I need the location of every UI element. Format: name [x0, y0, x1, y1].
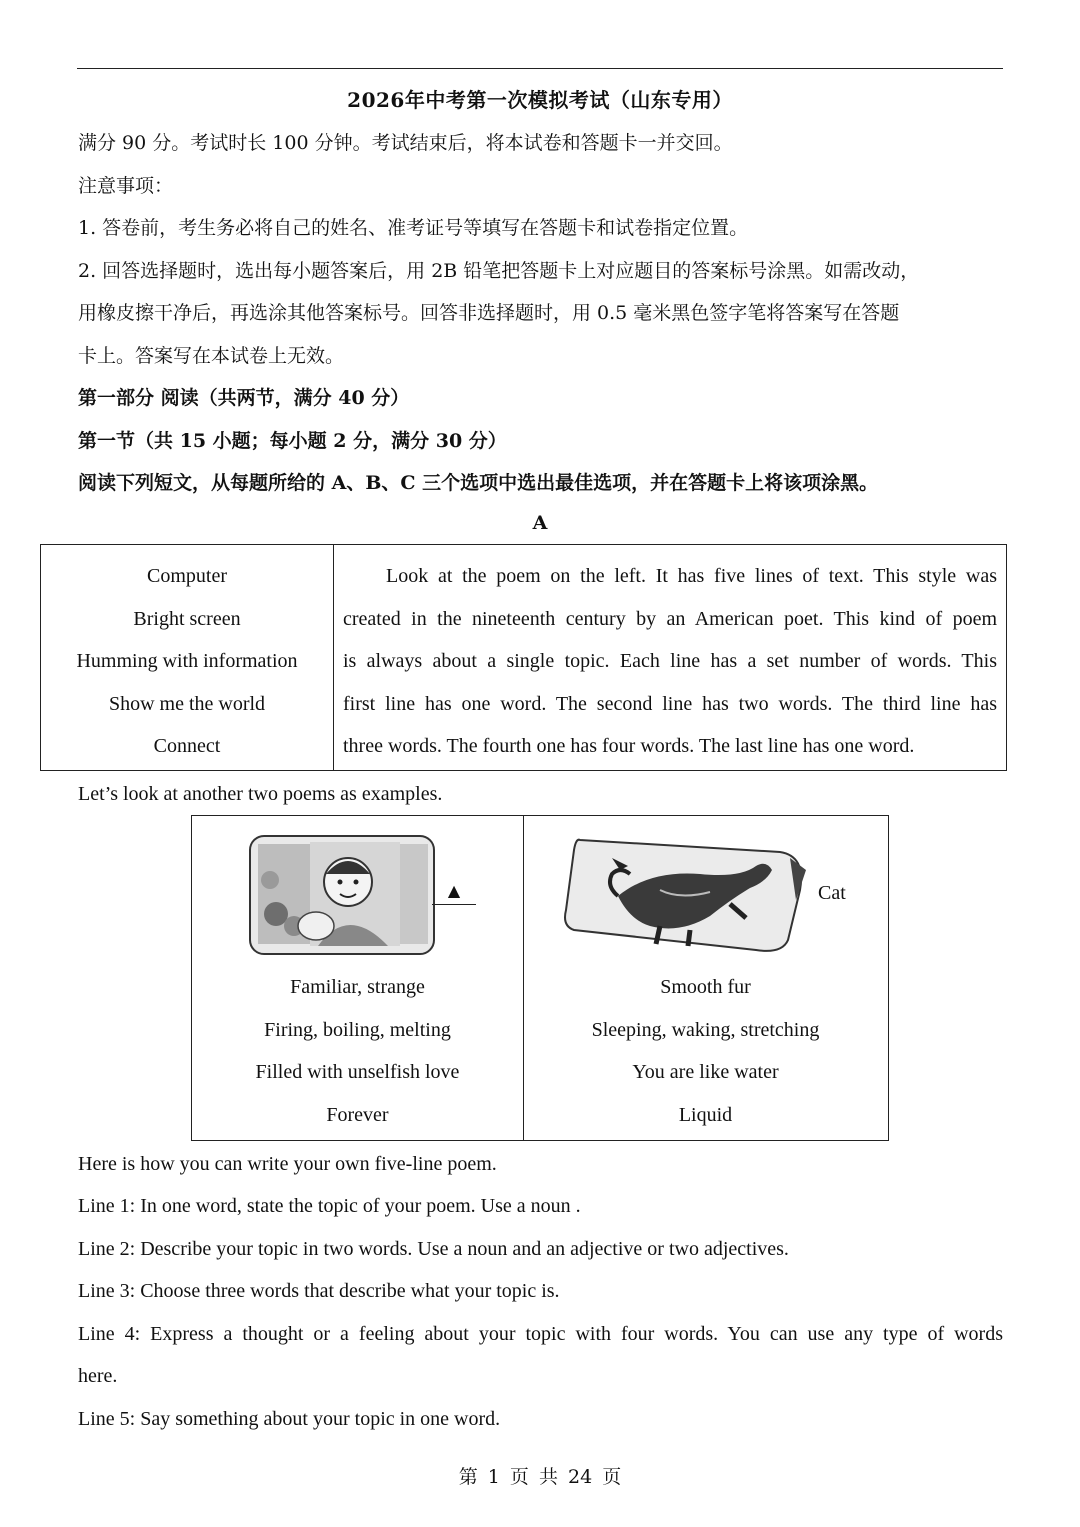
poem-table-a [40, 544, 1007, 771]
example-poem [41, 555, 333, 768]
title-blank: ▲ [432, 876, 476, 905]
description-line: is always about a single topic. Each line has a set number of words. This [343, 650, 997, 672]
top-rule [77, 68, 1003, 69]
poem-description [343, 555, 997, 768]
notice-item-2-line-1: 2. 回答选择题时，选出每小题答案后，用 2B 铅笔把答题卡上对应题目的答案标号涂黑。如需改动， [78, 260, 920, 282]
passage-letter: A [532, 512, 548, 534]
table-divider [333, 545, 334, 770]
guide-line-1: Line 1: In one word, state the topic of your poem. Use a noun . [78, 1195, 581, 1217]
poem-line: Computer [147, 565, 227, 587]
poem-line: Liquid [678, 1103, 733, 1126]
guide-line-4: Line 4: Express a thought or a feeling about your topic with four words. You can use any type of words [78, 1323, 1003, 1345]
part-heading: 第一部分 阅读（共两节，满分 40 分） [78, 387, 410, 409]
left-poem [192, 966, 523, 1136]
guide-line-2: Line 2: Describe your topic in two words. Use a noun and an adjective or two adjectives. [78, 1238, 789, 1260]
poem-line: Connect [153, 735, 221, 757]
guide-line-5: Line 5: Say something about your topic in one word. [78, 1408, 501, 1430]
section-heading: 第一节（共 15 小题；每小题 2 分，满分 30 分） [78, 430, 507, 452]
poem-line: Firing, boiling, melting [264, 1018, 451, 1041]
description-line: three words. The fourth one has four words. The last line has one word. [343, 735, 915, 757]
guide-line-3: Line 3: Choose three words that describe what your topic is. [78, 1280, 560, 1302]
notice-item-2-line-3: 卡上。答案写在本试卷上无效。 [78, 345, 345, 367]
poem-line: You are like water [632, 1061, 779, 1083]
right-poem [523, 966, 888, 1136]
poem-line: Sleeping, waking, stretching [591, 1018, 820, 1041]
description-line: Look at the poem on the left. It has five lines of text. This style was [386, 565, 997, 587]
poem-line: Filled with unselfish love [255, 1061, 460, 1083]
child-photo-image [248, 834, 436, 956]
description-line: created in the nineteenth century by an American poet. This kind of poem [343, 607, 997, 630]
cat-title: Cat [818, 882, 846, 904]
notice-heading: 注意事项： [78, 175, 174, 197]
notice-item-1: 1. 答卷前，考生务必将自己的姓名、准考证号等填写在答题卡和试卷指定位置。 [78, 217, 749, 239]
poem-line: Forever [326, 1103, 389, 1126]
examples-intro: Let’s look at another two poems as examples. [78, 783, 443, 805]
exam-title: 2026年中考第一次模拟考试（山东专用） [347, 88, 733, 112]
description-line: first line has one word. The second line has two words. The third line has [343, 692, 997, 715]
poem-line: Humming with information [76, 650, 298, 672]
poem-line: Smooth fur [660, 976, 751, 998]
poem-line: Bright screen [133, 607, 241, 630]
notice-item-2-line-2: 用橡皮擦干净后，再选涂其他答案标号。回答非选择题时，用 0.5 毫米黑色签字笔将答案写在答题 [78, 302, 900, 324]
guide-intro: Here is how you can write your own five-line poem. [78, 1153, 497, 1175]
page-number: 第 1 页 共 24 页 [458, 1466, 622, 1488]
poem-line: Familiar, strange [290, 976, 425, 998]
guide-line-4-cont: here. [78, 1365, 118, 1387]
poem-line: Show me the world [108, 692, 266, 715]
cat-photo-image [560, 830, 810, 956]
exam-info: 满分 90 分。考试时长 100 分钟。考试结束后，将本试卷和答题卡一并交回。 [78, 132, 733, 154]
directions: 阅读下列短文，从每题所给的 A、B、C 三个选项中选出最佳选项，并在答题卡上将该项涂黑。 [78, 472, 879, 494]
poem-table-b [191, 815, 889, 1141]
